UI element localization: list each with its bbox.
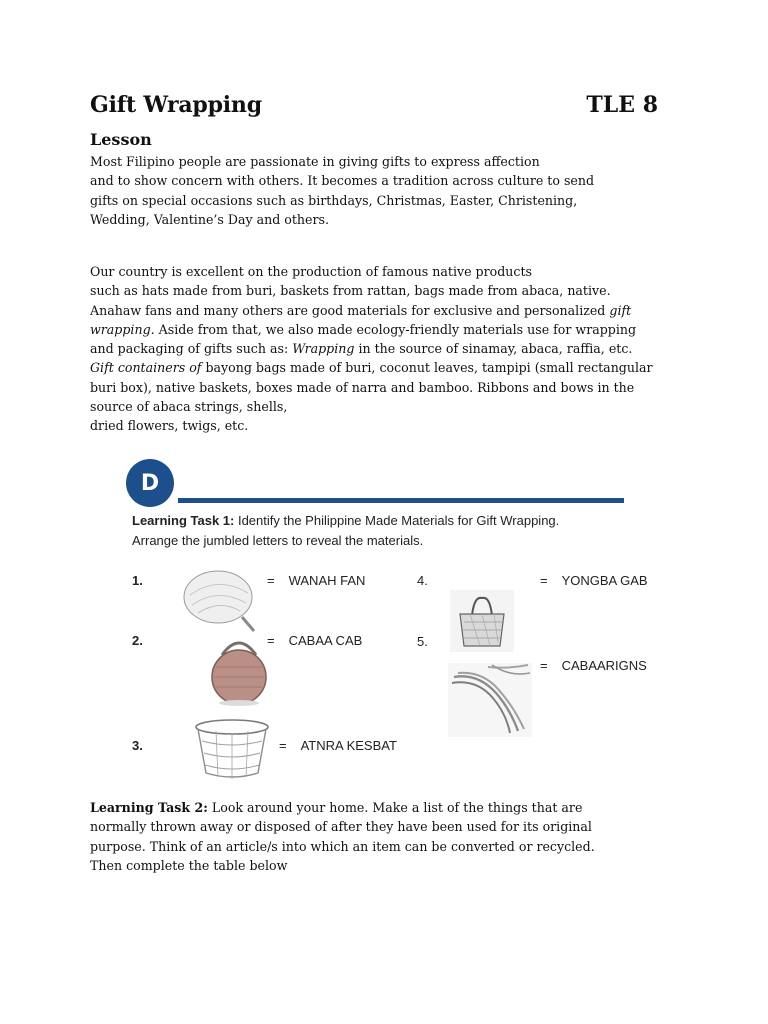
task2-label: Learning Task 2: bbox=[90, 800, 208, 815]
paragraph-line bbox=[90, 798, 595, 817]
task1-text-line2: Arrange the jumbled letters to reveal the materials. bbox=[132, 532, 424, 548]
hand-fan-image bbox=[180, 565, 266, 635]
page-title: Gift Wrapping bbox=[90, 92, 262, 118]
text-span: and packaging of gifts such as: bbox=[90, 341, 293, 357]
jumbled-word: YONGBA GAB bbox=[561, 573, 648, 588]
task1-text: Identify the Philippine Made Materials for Gift Wrapping. bbox=[234, 513, 560, 528]
item-number: 2. bbox=[132, 633, 143, 648]
item-answer bbox=[540, 573, 648, 588]
section-divider-bar bbox=[178, 498, 624, 503]
learning-task-1 bbox=[122, 455, 648, 795]
paragraph-line bbox=[90, 301, 653, 320]
materials-paragraph bbox=[90, 262, 653, 436]
italic-span: Wrapping bbox=[292, 341, 355, 357]
task1-instructions bbox=[132, 511, 559, 550]
paragraph-line bbox=[90, 358, 653, 377]
item-answer bbox=[540, 658, 647, 673]
equals-sign: = bbox=[267, 633, 275, 648]
paragraph-line: dried flowers, twigs, etc. bbox=[90, 418, 249, 434]
text-span: Aside from that, we also made ecology-friendly materials use for wrapping bbox=[154, 321, 637, 337]
text-span: bayong bags made of buri, coconut leaves, tampipi (small rectangular bbox=[201, 360, 653, 376]
round-bag-image bbox=[204, 633, 274, 707]
wire-basket-image bbox=[192, 717, 272, 781]
jumbled-word: WANAH FAN bbox=[288, 573, 366, 588]
text-span: Anahaw fans and many others are good materials for exclusive and personalized bbox=[90, 302, 610, 318]
grade-label: TLE 8 bbox=[586, 92, 658, 118]
equals-sign: = bbox=[540, 658, 548, 673]
item-answer bbox=[267, 573, 365, 588]
italic-span: wrapping. bbox=[90, 321, 155, 337]
paragraph-line: gifts on special occasions such as birthdays, Christmas, Easter, Christening, bbox=[90, 192, 578, 208]
equals-sign: = bbox=[540, 573, 548, 588]
paragraph-line: Then complete the table below bbox=[90, 857, 288, 873]
paragraph-line: and to show concern with others. It becomes a tradition across culture to send bbox=[90, 173, 595, 189]
intro-paragraph bbox=[90, 152, 594, 229]
item-answer bbox=[279, 738, 397, 753]
section-d-badge: D bbox=[126, 459, 174, 507]
jumbled-word: CABAA CAB bbox=[288, 633, 363, 648]
paragraph-line: Wedding, Valentine’s Day and others. bbox=[90, 211, 329, 227]
item-number: 1. bbox=[132, 573, 143, 588]
bayong-bag-image bbox=[450, 590, 514, 652]
paragraph-line bbox=[90, 320, 653, 339]
text-span: in the source of sinamay, abaca, raffia, etc. bbox=[354, 341, 633, 357]
paragraph-line: purpose. Think of an article/s into which an item can be converted or recycled. bbox=[90, 838, 595, 854]
lesson-heading: Lesson bbox=[90, 130, 152, 149]
task1-label: Learning Task 1: bbox=[132, 513, 235, 528]
paragraph-line bbox=[90, 339, 653, 358]
equals-sign: = bbox=[267, 573, 275, 588]
abaca-strings-image bbox=[448, 663, 532, 737]
paragraph-line: normally thrown away or disposed of after they have been used for its original bbox=[90, 819, 592, 835]
text-span: Look around your home. Make a list of the things that are bbox=[207, 800, 583, 815]
italic-span: Gift containers of bbox=[90, 360, 202, 376]
equals-sign: = bbox=[279, 738, 287, 753]
paragraph-line: Our country is excellent on the production of famous native products bbox=[90, 264, 532, 279]
italic-span: gift bbox=[609, 302, 632, 318]
item-answer bbox=[267, 633, 362, 648]
item-number: 4. bbox=[417, 573, 428, 588]
paragraph-line: such as hats made from buri, baskets from rattan, bags made from abaca, native. bbox=[90, 283, 611, 299]
item-number: 5. bbox=[417, 634, 428, 649]
jumbled-word: CABAARIGNS bbox=[561, 658, 647, 673]
title-row bbox=[90, 92, 658, 118]
paragraph-line: Most Filipino people are passionate in giving gifts to express affection bbox=[90, 154, 540, 169]
jumbled-word: ATNRA KESBAT bbox=[300, 738, 397, 753]
paragraph-line: buri box), native baskets, boxes made of narra and bamboo. Ribbons and bows in the bbox=[90, 379, 635, 395]
item-number: 3. bbox=[132, 738, 143, 753]
learning-task-2 bbox=[90, 798, 595, 875]
paragraph-line: source of abaca strings, shells, bbox=[90, 399, 288, 415]
